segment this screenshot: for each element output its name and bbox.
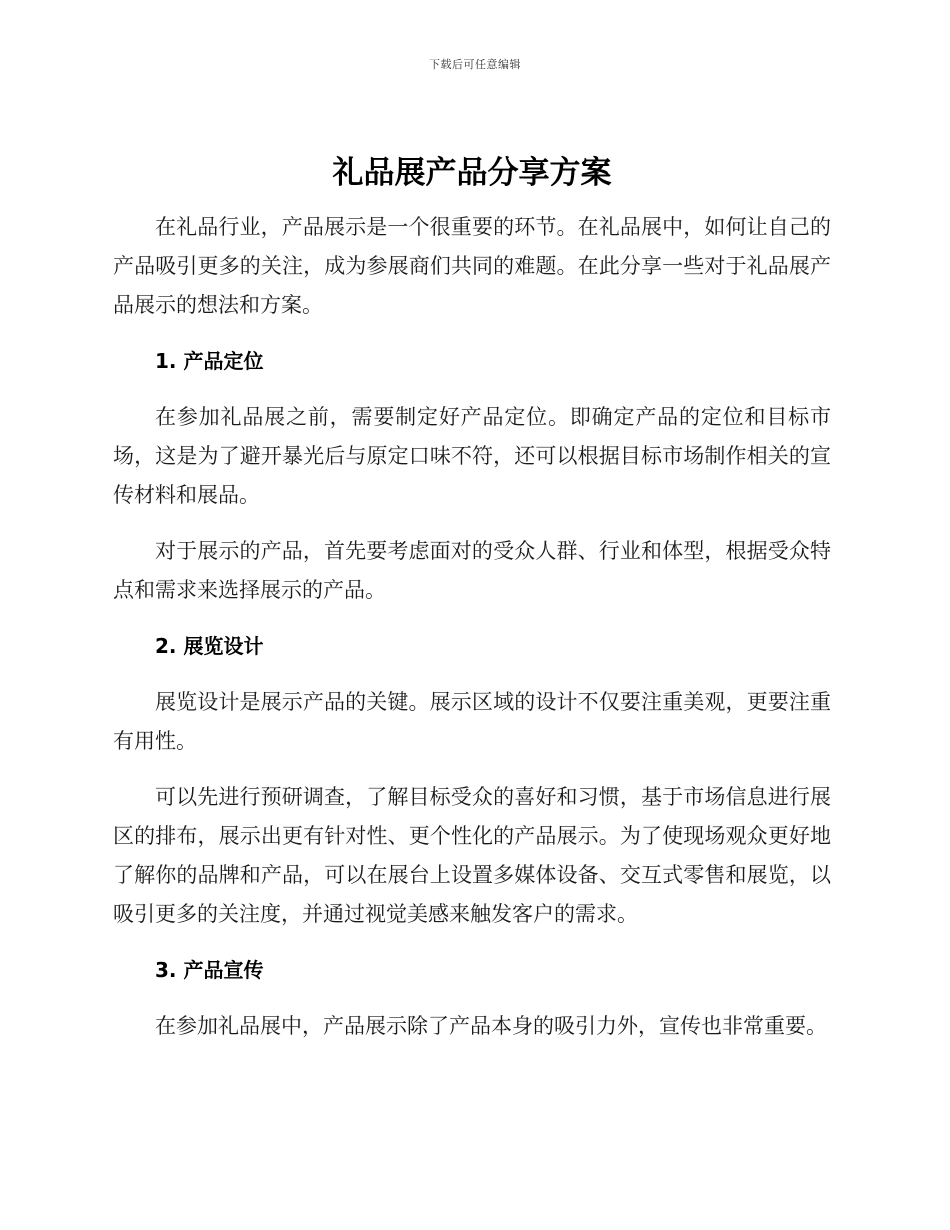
section-heading-exhibition-design: 2. 展览设计 <box>155 634 264 658</box>
intro-paragraph: 在礼品行业，产品展示是一个很重要的环节。在礼品展中，如何让自己的产品吸引更多的关注，成为参展商们共同的难题。在此分享一些对于礼品展产品展示的想法和方案。 <box>113 215 831 317</box>
paragraph: 展览设计是展示产品的关键。展示区域的设计不仅要注重美观，更要注重有用性。 <box>113 690 831 753</box>
paragraph: 在参加礼品展中，产品展示除了产品本身的吸引力外，宣传也非常重要。 <box>155 1014 827 1038</box>
paragraph: 在参加礼品展之前，需要制定好产品定位。即确定产品的定位和目标市场，这是为了避开暴光后与原定口味不符，还可以根据目标市场制作相关的宣传材料和展品。 <box>113 405 831 507</box>
paragraph: 可以先进行预研调查，了解目标受众的喜好和习惯，基于市场信息进行展区的排布，展示出更有针对性、更个性化的产品展示。为了使现场观众更好地了解你的品牌和产品，可以在展台上设置多媒体设备、交互式零售和展览，以吸引更多的关注度，并通过视觉美感来触发客户的需求。 <box>113 785 831 926</box>
section-heading-product-positioning: 1. 产品定位 <box>155 349 264 373</box>
document-body <box>113 150 831 1063</box>
section-heading-product-promotion: 3. 产品宣传 <box>155 958 264 982</box>
page-header-note: 下载后可任意编辑 <box>429 58 521 71</box>
document-title: 礼品展产品分享方案 <box>332 155 612 191</box>
paragraph: 对于展示的产品，首先要考虑面对的受众人群、行业和体型，根据受众特点和需求来选择展示的产品。 <box>113 539 831 602</box>
